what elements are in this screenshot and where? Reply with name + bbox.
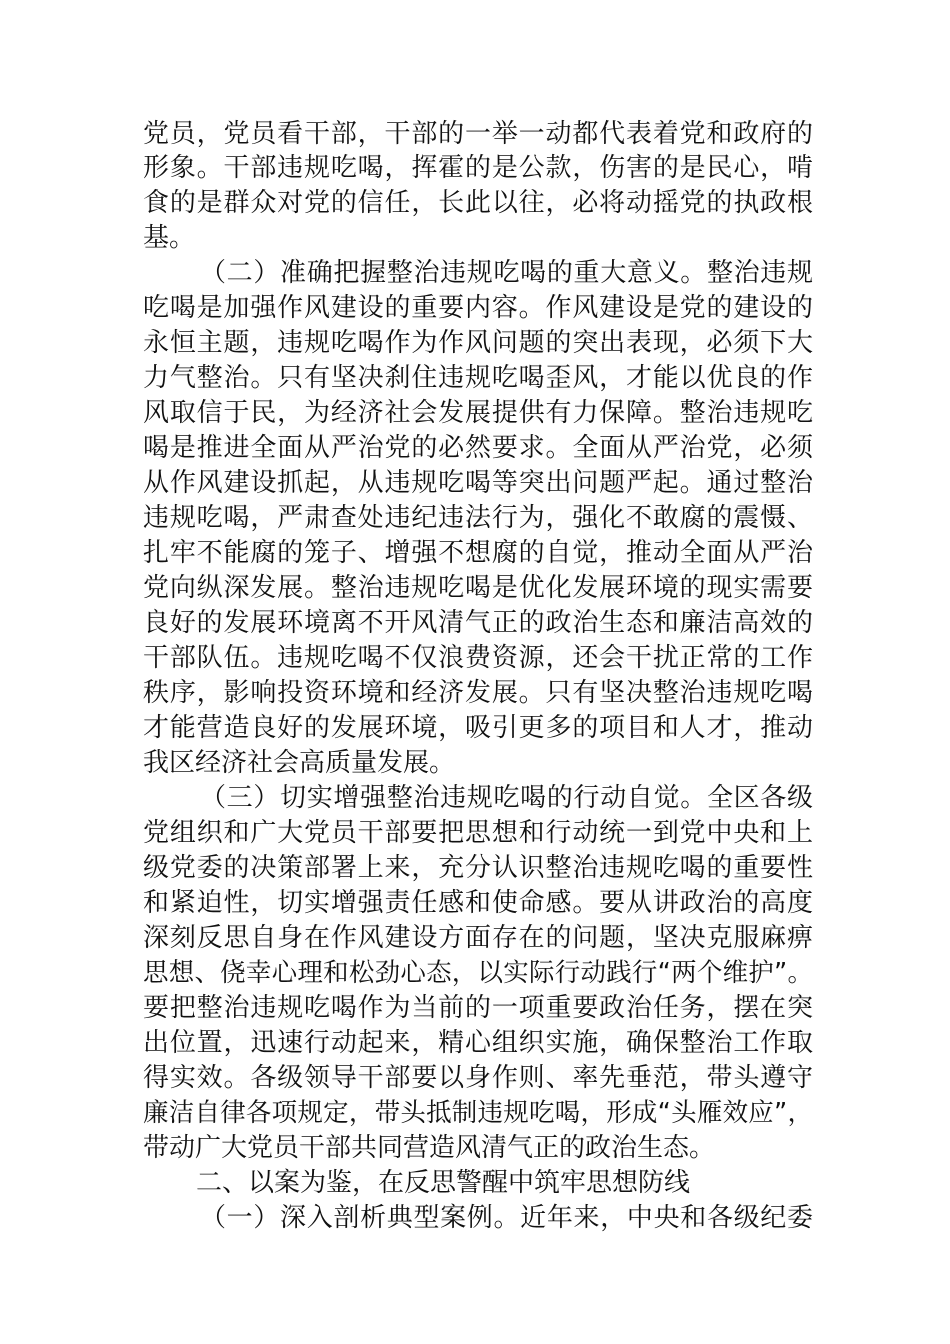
text-line: 力气整治。只有坚决刹住违规吃喝歪风，才能以优良的作 (143, 363, 813, 393)
text-line: 扎牢不能腐的笼子、增强不想腐的自觉，推动全面从严治 (143, 538, 813, 568)
text-line: 秩序，影响投资环境和经济发展。只有坚决整治违规吃喝 (143, 678, 813, 708)
text-line: 吃喝是加强作风建设的重要内容。作风建设是党的建设的 (143, 293, 813, 323)
text-line: 得实效。各级领导干部要以身作则、率先垂范，带头遵守 (143, 1063, 813, 1093)
paragraph-heading-line: （三）切实增强整治违规吃喝的行动自觉。全区各级 (200, 783, 813, 813)
text-line: 党员，党员看干部，干部的一举一动都代表着党和政府的 (143, 119, 813, 149)
text-line: 思想、侥幸心理和松劲心态，以实际行动践行“两个维护”。 (143, 958, 813, 988)
text-line: 永恒主题，违规吃喝作为作风问题的突出表现，必须下大 (143, 328, 813, 358)
text-line: 从作风建设抓起，从违规吃喝等突出问题严起。通过整治 (143, 468, 813, 498)
text-line: 风取信于民，为经济社会发展提供有力保障。整治违规吃 (143, 398, 813, 428)
text-line: 良好的发展环境离不开风清气正的政治生态和廉洁高效的 (143, 608, 813, 638)
text-line: 廉洁自律各项规定，带头抵制违规吃喝，形成“头雁效应”， (143, 1098, 813, 1128)
text-line: 党组织和广大党员干部要把思想和行动统一到党中央和上 (143, 818, 813, 848)
text-line: 党向纵深发展。整治违规吃喝是优化发展环境的现实需要 (143, 573, 813, 603)
paragraph-heading-line: （二）准确把握整治违规吃喝的重大意义。整治违规 (200, 258, 813, 288)
text-line: 基。 (143, 223, 196, 253)
text-line: 深刻反思自身在作风建设方面存在的问题，坚决克服麻痹 (143, 923, 813, 953)
text-line: 干部队伍。违规吃喝不仅浪费资源，还会干扰正常的工作 (143, 643, 813, 673)
section-heading: 二、以案为鉴，在反思警醒中筑牢思想防线 (196, 1168, 691, 1198)
text-line: 违规吃喝，严肃查处违纪违法行为，强化不敢腐的震慑、 (143, 503, 813, 533)
text-line: 食的是群众对党的信任，长此以往，必将动摇党的执政根 (143, 188, 813, 218)
paragraph-heading-line: （一）深入剖析典型案例。近年来，中央和各级纪委 (200, 1203, 813, 1233)
text-line: 形象。干部违规吃喝，挥霍的是公款，伤害的是民心，啃 (143, 153, 813, 183)
text-line: 和紧迫性，切实增强责任感和使命感。要从讲政治的高度 (143, 888, 813, 918)
text-line: 出位置，迅速行动起来，精心组织实施，确保整治工作取 (143, 1028, 813, 1058)
text-line: 要把整治违规吃喝作为当前的一项重要政治任务，摆在突 (143, 993, 813, 1023)
text-line: 级党委的决策部署上来，充分认识整治违规吃喝的重要性 (143, 853, 813, 883)
text-line: 才能营造良好的发展环境，吸引更多的项目和人才，推动 (143, 713, 813, 743)
text-line: 带动广大党员干部共同营造风清气正的政治生态。 (143, 1133, 716, 1163)
text-line: 我区经济社会高质量发展。 (143, 748, 456, 778)
text-line: 喝是推进全面从严治党的必然要求。全面从严治党，必须 (143, 433, 813, 463)
